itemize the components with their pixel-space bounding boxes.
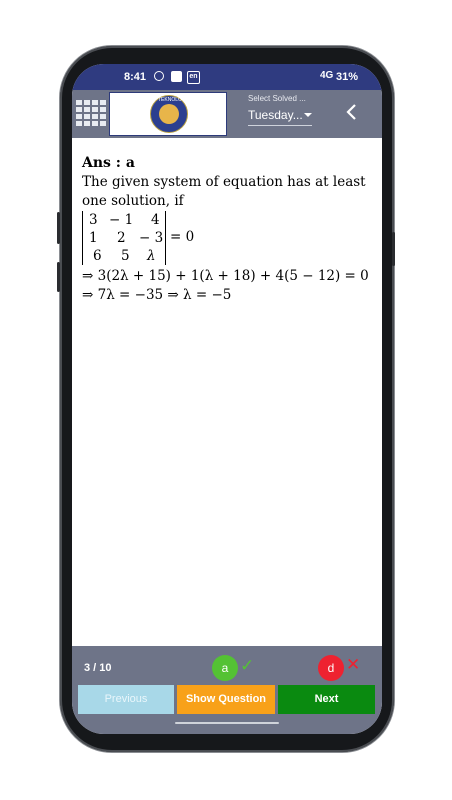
bottom-bar [72, 646, 382, 734]
answer-content [82, 154, 378, 305]
matrix-cell: − 3 [139, 230, 164, 246]
answer-text-line: The given system of equation has at least [82, 174, 366, 190]
solution-step: ⇒ 3(2λ + 15) + 1(λ + 18) + 4(5 − 12) = 0 [82, 268, 369, 284]
volume-button [57, 262, 60, 292]
chosen-option-badge: d [318, 655, 344, 681]
whatsapp-icon [154, 71, 164, 81]
check-icon: ✓ [240, 656, 255, 675]
select-dropdown[interactable]: Tuesday... [248, 108, 303, 122]
power-button [392, 232, 395, 266]
solution-step: ⇒ 7λ = −35 ⇒ λ = −5 [82, 287, 232, 303]
matrix-cell: 3 [89, 212, 98, 228]
app-header [72, 90, 382, 138]
phone-screen [72, 64, 382, 734]
select-label: Select Solved ... [248, 94, 306, 103]
matrix-cell: 4 [151, 212, 160, 228]
app-notification-icon: en [187, 71, 200, 84]
chevron-down-icon[interactable] [304, 113, 312, 117]
logo-text: TEKNOLOGY [158, 97, 190, 103]
equals-zero: = 0 [170, 229, 195, 245]
grid-menu-icon[interactable] [76, 100, 106, 126]
home-indicator[interactable] [175, 722, 279, 724]
previous-button[interactable]: Previous [78, 685, 174, 714]
select-underline [248, 125, 312, 126]
status-time: 8:41 [124, 71, 147, 83]
answer-text-line: one solution, if [82, 193, 184, 209]
matrix-cell: − 1 [109, 212, 134, 228]
correct-option-badge: a [212, 655, 238, 681]
battery-level: 31% [336, 71, 359, 83]
next-button[interactable]: Next [278, 685, 375, 714]
logo [109, 92, 227, 136]
matrix-cell: 2 [117, 230, 126, 246]
gallery-icon [171, 71, 182, 82]
logo-emblem [150, 95, 188, 133]
volume-button [57, 212, 60, 244]
matrix-cell: 5 [121, 248, 130, 264]
show-question-button[interactable]: Show Question [177, 685, 275, 714]
answer-heading: Ans : a [82, 155, 135, 171]
back-button[interactable] [344, 103, 364, 125]
determinant [82, 211, 378, 267]
status-bar [72, 64, 382, 90]
logo-center [159, 104, 179, 124]
question-counter: 3 / 10 [84, 662, 112, 674]
matrix-cell: 1 [89, 230, 98, 246]
determinant-bars [82, 211, 166, 265]
signal-icon: 4G [320, 70, 334, 81]
matrix-cell: λ [147, 248, 156, 264]
close-icon: ✕ [346, 655, 361, 674]
chevron-left-icon [344, 103, 358, 121]
matrix-cell: 6 [93, 248, 102, 264]
